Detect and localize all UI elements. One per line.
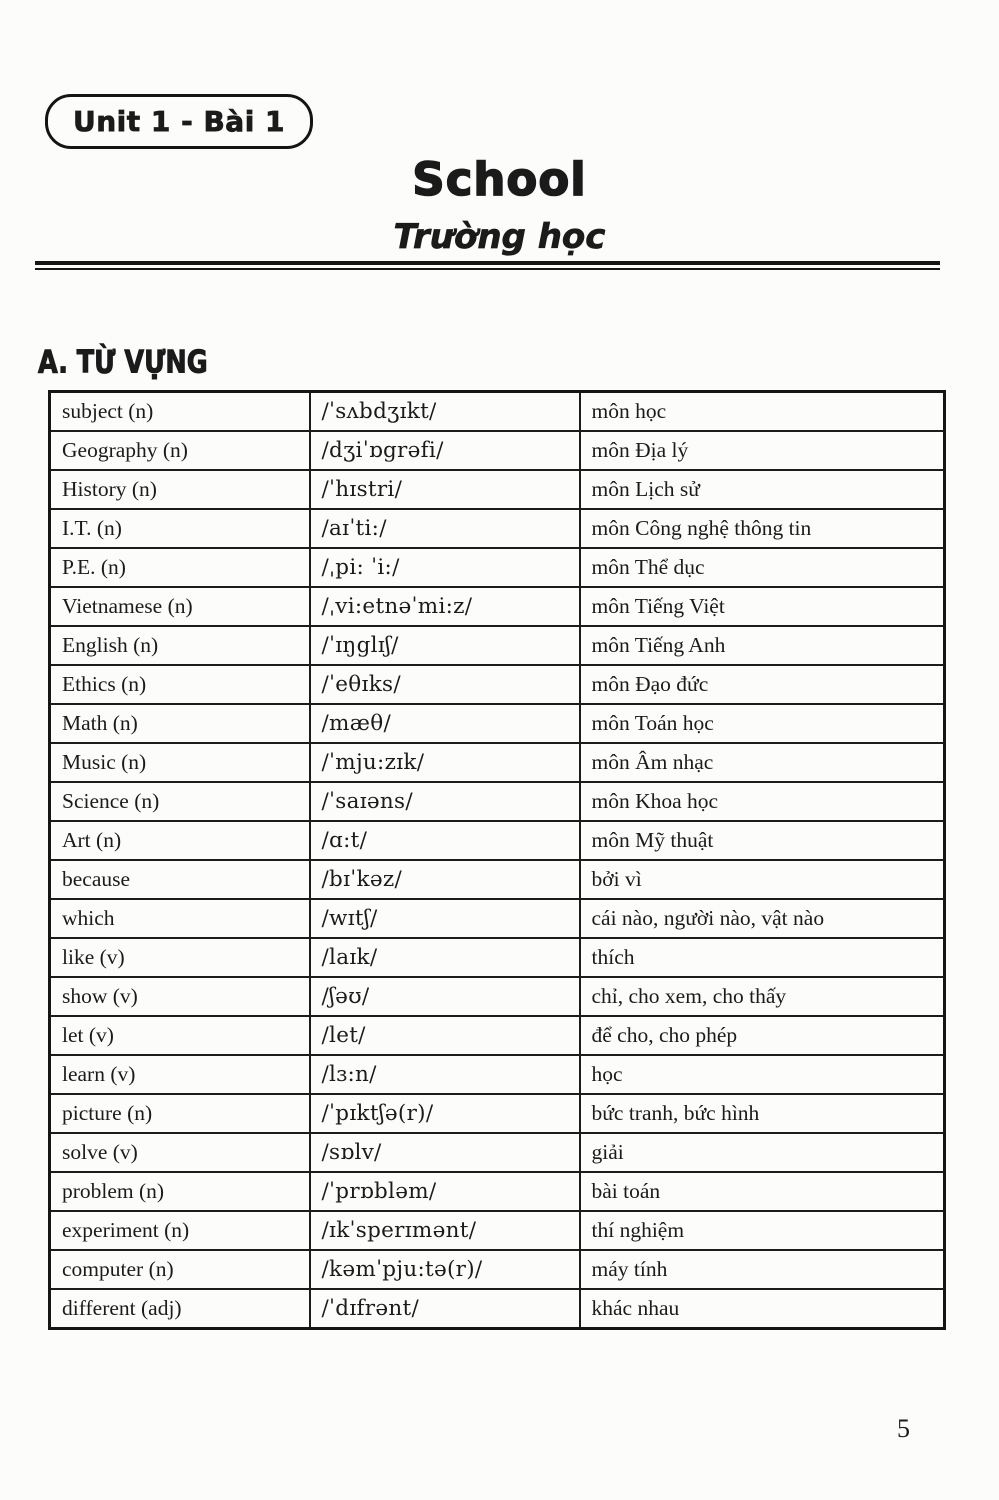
table-row bbox=[50, 626, 945, 665]
pronunciation-cell: /ˈprɒbləm/ bbox=[310, 1172, 580, 1211]
word-cell: Math (n) bbox=[50, 704, 310, 743]
table-row bbox=[50, 860, 945, 899]
word-cell: which bbox=[50, 899, 310, 938]
pronunciation-cell: /wɪtʃ/ bbox=[310, 899, 580, 938]
pronunciation-cell: /ɪkˈsperɪmənt/ bbox=[310, 1211, 580, 1250]
word-cell: different (adj) bbox=[50, 1289, 310, 1329]
pronunciation-cell: /ˈsʌbdʒɪkt/ bbox=[310, 392, 580, 432]
word-cell: Art (n) bbox=[50, 821, 310, 860]
pronunciation-cell: /bɪˈkəz/ bbox=[310, 860, 580, 899]
pronunciation-cell: /ʃəʊ/ bbox=[310, 977, 580, 1016]
meaning-cell: môn Khoa học bbox=[580, 782, 945, 821]
table-row bbox=[50, 392, 945, 432]
word-cell: learn (v) bbox=[50, 1055, 310, 1094]
word-cell: Ethics (n) bbox=[50, 665, 310, 704]
meaning-cell: môn học bbox=[580, 392, 945, 432]
pronunciation-cell: /dʒiˈɒgrəfi/ bbox=[310, 431, 580, 470]
table-row bbox=[50, 431, 945, 470]
meaning-cell: môn Âm nhạc bbox=[580, 743, 945, 782]
meaning-cell: học bbox=[580, 1055, 945, 1094]
table-row bbox=[50, 1133, 945, 1172]
word-cell: computer (n) bbox=[50, 1250, 310, 1289]
pronunciation-cell: /let/ bbox=[310, 1016, 580, 1055]
pronunciation-cell: /ˌpi: ˈi:/ bbox=[310, 548, 580, 587]
meaning-cell: môn Mỹ thuật bbox=[580, 821, 945, 860]
word-cell: because bbox=[50, 860, 310, 899]
meaning-cell: bài toán bbox=[580, 1172, 945, 1211]
meaning-cell: chỉ, cho xem, cho thấy bbox=[580, 977, 945, 1016]
table-row bbox=[50, 470, 945, 509]
meaning-cell: bởi vì bbox=[580, 860, 945, 899]
meaning-cell: bức tranh, bức hình bbox=[580, 1094, 945, 1133]
pronunciation-cell: /mæθ/ bbox=[310, 704, 580, 743]
pronunciation-cell: /sɒlv/ bbox=[310, 1133, 580, 1172]
table-row bbox=[50, 821, 945, 860]
table-row bbox=[50, 1055, 945, 1094]
meaning-cell: môn Địa lý bbox=[580, 431, 945, 470]
meaning-cell: khác nhau bbox=[580, 1289, 945, 1329]
header-divider bbox=[35, 261, 940, 270]
table-row bbox=[50, 899, 945, 938]
pronunciation-cell: /ˈɪŋglɪʃ/ bbox=[310, 626, 580, 665]
page-number: 5 bbox=[897, 1414, 910, 1443]
word-cell: I.T. (n) bbox=[50, 509, 310, 548]
table-row bbox=[50, 509, 945, 548]
word-cell: solve (v) bbox=[50, 1133, 310, 1172]
table-row bbox=[50, 938, 945, 977]
table-row bbox=[50, 587, 945, 626]
meaning-cell: để cho, cho phép bbox=[580, 1016, 945, 1055]
page-title: School bbox=[412, 153, 587, 206]
pronunciation-cell: /ɑ:t/ bbox=[310, 821, 580, 860]
pronunciation-cell: /kəmˈpju:tə(r)/ bbox=[310, 1250, 580, 1289]
page-subtitle: Trường học bbox=[393, 217, 606, 257]
word-cell: show (v) bbox=[50, 977, 310, 1016]
word-cell: Science (n) bbox=[50, 782, 310, 821]
vocab-table bbox=[48, 390, 946, 1330]
unit-badge: Unit 1 - Bài 1 bbox=[45, 94, 313, 149]
pronunciation-cell: /ˈdɪfrənt/ bbox=[310, 1289, 580, 1329]
table-row bbox=[50, 665, 945, 704]
table-row bbox=[50, 1016, 945, 1055]
meaning-cell: môn Công nghệ thông tin bbox=[580, 509, 945, 548]
meaning-cell: môn Đạo đức bbox=[580, 665, 945, 704]
table-row bbox=[50, 1250, 945, 1289]
word-cell: subject (n) bbox=[50, 392, 310, 432]
meaning-cell: máy tính bbox=[580, 1250, 945, 1289]
word-cell: like (v) bbox=[50, 938, 310, 977]
meaning-cell: môn Lịch sử bbox=[580, 470, 945, 509]
table-row bbox=[50, 548, 945, 587]
word-cell: History (n) bbox=[50, 470, 310, 509]
word-cell: English (n) bbox=[50, 626, 310, 665]
word-cell: Geography (n) bbox=[50, 431, 310, 470]
meaning-cell: thí nghiệm bbox=[580, 1211, 945, 1250]
section-heading: A. TỪ VỰNG bbox=[38, 344, 208, 381]
word-cell: P.E. (n) bbox=[50, 548, 310, 587]
table-row bbox=[50, 1211, 945, 1250]
word-cell: problem (n) bbox=[50, 1172, 310, 1211]
table-row bbox=[50, 1289, 945, 1329]
vocab-table-body bbox=[50, 392, 945, 1329]
table-row bbox=[50, 704, 945, 743]
table-row bbox=[50, 1172, 945, 1211]
meaning-cell: giải bbox=[580, 1133, 945, 1172]
pronunciation-cell: /ˈhɪstri/ bbox=[310, 470, 580, 509]
meaning-cell: môn Thể dục bbox=[580, 548, 945, 587]
meaning-cell: môn Toán học bbox=[580, 704, 945, 743]
pronunciation-cell: /aɪˈti:/ bbox=[310, 509, 580, 548]
table-row bbox=[50, 743, 945, 782]
table-row bbox=[50, 1094, 945, 1133]
word-cell: picture (n) bbox=[50, 1094, 310, 1133]
table-row bbox=[50, 782, 945, 821]
pronunciation-cell: /ˈeθɪks/ bbox=[310, 665, 580, 704]
meaning-cell: cái nào, người nào, vật nào bbox=[580, 899, 945, 938]
pronunciation-cell: /ˈmju:zɪk/ bbox=[310, 743, 580, 782]
pronunciation-cell: /laɪk/ bbox=[310, 938, 580, 977]
pronunciation-cell: /ˈsaɪəns/ bbox=[310, 782, 580, 821]
word-cell: Vietnamese (n) bbox=[50, 587, 310, 626]
word-cell: experiment (n) bbox=[50, 1211, 310, 1250]
word-cell: let (v) bbox=[50, 1016, 310, 1055]
meaning-cell: môn Tiếng Việt bbox=[580, 587, 945, 626]
pronunciation-cell: /ˌvi:etnəˈmi:z/ bbox=[310, 587, 580, 626]
pronunciation-cell: /lɜ:n/ bbox=[310, 1055, 580, 1094]
meaning-cell: thích bbox=[580, 938, 945, 977]
table-row bbox=[50, 977, 945, 1016]
pronunciation-cell: /ˈpɪktʃə(r)/ bbox=[310, 1094, 580, 1133]
word-cell: Music (n) bbox=[50, 743, 310, 782]
meaning-cell: môn Tiếng Anh bbox=[580, 626, 945, 665]
